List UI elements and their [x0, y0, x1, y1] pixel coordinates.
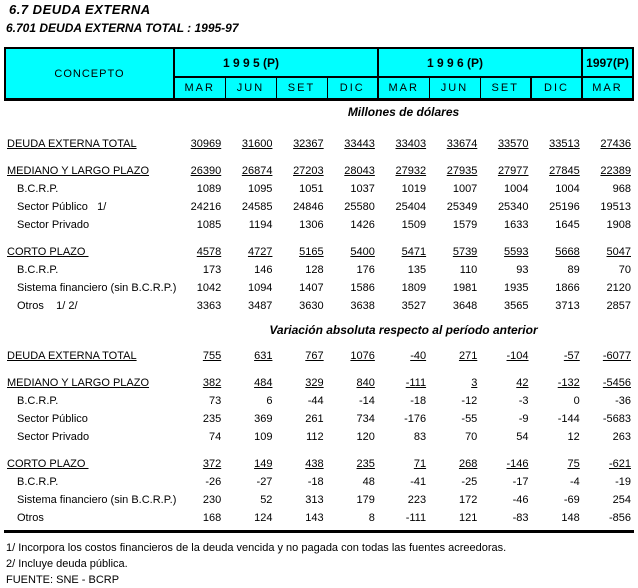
cell-value: 631	[254, 350, 273, 362]
cell-value: 24846	[293, 201, 324, 213]
month-header: DIC	[327, 77, 378, 100]
cell-value: 124	[254, 512, 273, 524]
cell-value: 484	[254, 377, 273, 389]
row-label: Sector Privado	[17, 219, 90, 231]
cell-value: 1509	[401, 219, 427, 231]
cell-value: 33513	[549, 138, 580, 150]
cell-value: 1085	[196, 219, 222, 231]
cell-value: 25340	[497, 201, 529, 213]
cell-value: 5471	[401, 246, 427, 258]
cell-value: -40	[410, 350, 427, 362]
section-title: Variación absoluta respecto al período anterior	[269, 323, 538, 337]
cell-value: 271	[458, 350, 478, 362]
cell-value: 382	[202, 377, 222, 389]
cell-value: 3363	[196, 300, 222, 312]
cell-value: 93	[516, 264, 529, 276]
cell-value: 5047	[606, 246, 631, 258]
cell-value: -111	[405, 512, 427, 524]
cell-value: 2857	[606, 300, 631, 312]
cell-value: 143	[305, 512, 324, 524]
table-row	[4, 428, 634, 446]
cell-value: 26874	[241, 165, 273, 177]
month-header: SET	[480, 77, 531, 100]
table-row	[4, 491, 634, 509]
cell-value: 6	[266, 395, 273, 407]
cell-value: 42	[516, 377, 529, 389]
cell-value: 968	[612, 183, 631, 195]
cell-value: -41	[410, 476, 427, 488]
table-row	[4, 216, 634, 234]
month-header: JUN	[225, 77, 276, 100]
cell-value: 1051	[299, 183, 324, 195]
bottom-rule	[4, 530, 634, 533]
cell-value: 1586	[350, 282, 375, 294]
cell-value: 89	[567, 264, 580, 276]
cell-value: -19	[615, 476, 631, 488]
cell-value: 1407	[299, 282, 324, 294]
cell-value: 121	[458, 512, 478, 524]
cell-value: 5668	[555, 246, 580, 258]
row-label: B.C.R.P.	[17, 395, 59, 407]
row-label: Sector Privado	[17, 431, 90, 443]
cell-value: 1037	[350, 183, 375, 195]
cell-value: 254	[612, 494, 631, 506]
cell-value: -36	[615, 395, 631, 407]
cell-value: 5400	[350, 246, 375, 258]
cell-value: 438	[305, 458, 324, 470]
cell-value: 27436	[600, 138, 631, 150]
table-row	[4, 261, 634, 279]
cell-value: 73	[208, 395, 222, 407]
cell-value: 30969	[190, 138, 222, 150]
cell-value: 173	[202, 264, 222, 276]
cell-value: 313	[305, 494, 324, 506]
table-row	[4, 279, 634, 297]
cell-value: 1019	[401, 183, 427, 195]
cell-value: 120	[356, 431, 375, 443]
cell-value: -83	[512, 512, 529, 524]
cell-value: -27	[256, 476, 273, 488]
cell-value: 5165	[299, 246, 324, 258]
cell-value: 75	[567, 458, 580, 470]
cell-value: 1633	[504, 219, 529, 231]
concepto-header: CONCEPTO	[5, 48, 174, 100]
month-header: DIC	[531, 77, 582, 100]
cell-value: -146	[506, 458, 529, 470]
footnote-2: 2/ Incluye deuda pública.	[6, 558, 128, 570]
cell-value: 734	[356, 413, 375, 425]
table-row	[4, 135, 634, 153]
cell-value: 12	[567, 431, 580, 443]
row-spacer	[4, 365, 634, 374]
cell-value: 329	[305, 377, 324, 389]
section-title: Millones de dólares	[347, 105, 460, 119]
month-header: JUN	[429, 77, 480, 100]
cell-value: 25580	[344, 201, 375, 213]
cell-value: 1866	[555, 282, 580, 294]
cell-value: 3630	[299, 300, 324, 312]
table-row	[4, 374, 634, 392]
row-spacer	[4, 234, 634, 243]
page-title: 6.7 DEUDA EXTERNA	[9, 2, 151, 17]
cell-value: -856	[608, 512, 631, 524]
cell-value: 31600	[241, 138, 273, 150]
cell-value: 33443	[344, 138, 375, 150]
cell-value: -25	[461, 476, 478, 488]
cell-value: -12	[461, 395, 478, 407]
row-label: B.C.R.P.	[17, 183, 59, 195]
cell-value: 1007	[452, 183, 478, 195]
cell-value: -44	[307, 395, 324, 407]
cell-value: 3527	[401, 300, 427, 312]
table-row	[4, 243, 634, 261]
cell-value: 109	[254, 431, 273, 443]
month-header: SET	[276, 77, 327, 100]
cell-value: 179	[356, 494, 375, 506]
page-subtitle: 6.701 DEUDA EXTERNA TOTAL : 1995-97	[6, 21, 239, 35]
cell-value: 27203	[293, 165, 324, 177]
cell-value: 176	[356, 264, 375, 276]
table-header	[4, 47, 634, 101]
cell-value: 27932	[395, 165, 427, 177]
cell-value: -55	[461, 413, 478, 425]
row-label: Sector Público	[17, 413, 88, 425]
cell-value: 83	[413, 431, 427, 443]
cell-value: 3638	[350, 300, 375, 312]
cell-value: -621	[608, 458, 631, 470]
table-row	[4, 509, 634, 527]
cell-value: 1194	[248, 219, 273, 231]
row-label: Sector Público 1/	[17, 201, 107, 213]
row-label: Sistema financiero (sin B.C.R.P.)	[17, 282, 177, 294]
row-label: B.C.R.P.	[17, 476, 59, 488]
cell-value: 3	[471, 377, 478, 389]
cell-value: 112	[306, 431, 324, 443]
cell-value: 25349	[446, 201, 478, 213]
cell-value: 26390	[190, 165, 222, 177]
cell-value: 755	[202, 350, 222, 362]
cell-value: 3648	[452, 300, 478, 312]
table-row	[4, 297, 634, 315]
cell-value: 27935	[446, 165, 478, 177]
cell-value: 27977	[497, 165, 529, 177]
cell-value: -111	[405, 377, 427, 389]
cell-value: 372	[202, 458, 222, 470]
cell-value: 28043	[344, 165, 375, 177]
cell-value: 1089	[196, 183, 222, 195]
cell-value: 24216	[190, 201, 222, 213]
cell-value: -6077	[602, 350, 631, 362]
row-label: CORTO PLAZO	[7, 246, 89, 258]
cell-value: 33674	[446, 138, 478, 150]
cell-value: 19513	[600, 201, 631, 213]
row-label: Sistema financiero (sin B.C.R.P.)	[17, 494, 177, 506]
cell-value: -144	[557, 413, 580, 425]
row-spacer	[4, 153, 634, 162]
year-1995-header: 1 9 9 5 (P)	[174, 48, 327, 77]
cell-value: 1004	[504, 183, 529, 195]
row-label: CORTO PLAZO	[7, 458, 89, 470]
cell-value: -17	[512, 476, 529, 488]
cell-value: -46	[512, 494, 529, 506]
cell-value: 8	[368, 512, 375, 524]
cell-value: 71	[413, 458, 427, 470]
cell-value: 33570	[497, 138, 529, 150]
cell-value: 235	[356, 458, 375, 470]
cell-value: 1004	[555, 183, 580, 195]
cell-value: 1908	[606, 219, 631, 231]
cell-value: -69	[563, 494, 580, 506]
cell-value: 223	[407, 494, 427, 506]
source-note: FUENTE: SNE - BCRP	[6, 574, 120, 586]
cell-value: 5739	[452, 246, 478, 258]
cell-value: 3487	[247, 300, 273, 312]
cell-value: 70	[465, 431, 478, 443]
row-label: Otros 1/ 2/	[17, 300, 78, 312]
cell-value: -26	[205, 476, 222, 488]
month-header: MAR	[378, 77, 429, 100]
cell-value: -9	[518, 413, 529, 425]
cell-value: -104	[506, 350, 529, 362]
cell-value: -18	[410, 395, 427, 407]
cell-value: 135	[407, 264, 427, 276]
cell-value: 5593	[504, 246, 529, 258]
cell-value: 54	[516, 431, 529, 443]
cell-value: 263	[612, 431, 631, 443]
row-label: DEUDA EXTERNA TOTAL	[7, 350, 137, 362]
year-1997-header: 1997(P)	[582, 48, 633, 77]
cell-value: 235	[202, 413, 222, 425]
cell-value: 70	[618, 264, 631, 276]
month-header: MAR	[582, 77, 633, 100]
cell-value: -5456	[602, 377, 631, 389]
cell-value: 168	[202, 512, 222, 524]
row-label: DEUDA EXTERNA TOTAL	[7, 138, 137, 150]
cell-value: 1306	[299, 219, 324, 231]
cell-value: -3	[518, 395, 529, 407]
cell-value: 25196	[549, 201, 580, 213]
cell-value: 172	[458, 494, 478, 506]
cell-value: 1645	[555, 219, 580, 231]
cell-value: 52	[260, 494, 273, 506]
row-label: B.C.R.P.	[17, 264, 59, 276]
year-1996-header: 1 9 9 6 (P)	[378, 48, 531, 77]
data-table	[4, 135, 634, 315]
cell-value: -4	[569, 476, 580, 488]
row-label: MEDIANO Y LARGO PLAZO	[7, 165, 150, 177]
cell-value: 1809	[401, 282, 427, 294]
cell-value: 22389	[600, 165, 631, 177]
cell-value: 33403	[395, 138, 427, 150]
row-label: MEDIANO Y LARGO PLAZO	[7, 377, 150, 389]
table-row	[4, 162, 634, 180]
cell-value: 767	[305, 350, 324, 362]
cell-value: 1076	[350, 350, 375, 362]
year-1995-dic-spacer	[327, 48, 378, 77]
cell-value: -5683	[602, 413, 631, 425]
cell-value: 1981	[452, 282, 478, 294]
cell-value: 840	[356, 377, 375, 389]
table-row	[4, 455, 634, 473]
cell-value: -18	[307, 476, 324, 488]
table-row	[4, 347, 634, 365]
cell-value: 4578	[196, 246, 222, 258]
cell-value: 148	[561, 512, 580, 524]
cell-value: -176	[404, 413, 427, 425]
cell-value: 110	[459, 264, 478, 276]
cell-value: 146	[254, 264, 273, 276]
cell-value: 3713	[555, 300, 580, 312]
table-row	[4, 180, 634, 198]
cell-value: -132	[557, 377, 580, 389]
cell-value: 1579	[452, 219, 478, 231]
table-row	[4, 198, 634, 216]
cell-value: 3565	[504, 300, 529, 312]
cell-value: 74	[208, 431, 222, 443]
year-1996-dic-spacer	[531, 48, 582, 77]
cell-value: 369	[254, 413, 273, 425]
cell-value: 0	[573, 395, 580, 407]
cell-value: 2120	[606, 282, 631, 294]
month-header: MAR	[184, 82, 215, 94]
table-body	[4, 101, 634, 588]
year-header-row	[5, 48, 633, 77]
cell-value: 268	[458, 458, 478, 470]
cell-value: 4727	[247, 246, 273, 258]
data-table	[4, 347, 634, 527]
cell-value: 1094	[247, 282, 273, 294]
row-spacer	[4, 446, 634, 455]
footnote-1: 1/ Incorpora los costos financieros de la deuda vencida y no pagada con todas las fuentes acreedoras.	[6, 542, 507, 554]
cell-value: 24585	[241, 201, 273, 213]
cell-value: 27845	[549, 165, 580, 177]
cell-value: 128	[305, 264, 324, 276]
cell-value: 1042	[196, 282, 222, 294]
cell-value: -14	[358, 395, 375, 407]
cell-value: 25404	[395, 201, 427, 213]
cell-value: 230	[202, 494, 222, 506]
cell-value: 1095	[247, 183, 273, 195]
cell-value: 261	[305, 413, 324, 425]
row-label: Otros	[17, 512, 44, 524]
cell-value: 149	[254, 458, 273, 470]
table-row	[4, 392, 634, 410]
table-row	[4, 410, 634, 428]
cell-value: -57	[563, 350, 580, 362]
cell-value: 1935	[504, 282, 529, 294]
table-row	[4, 473, 634, 491]
cell-value: 1426	[350, 219, 375, 231]
cell-value: 32367	[293, 138, 324, 150]
footnotes	[4, 540, 634, 588]
cell-value: 48	[362, 476, 375, 488]
